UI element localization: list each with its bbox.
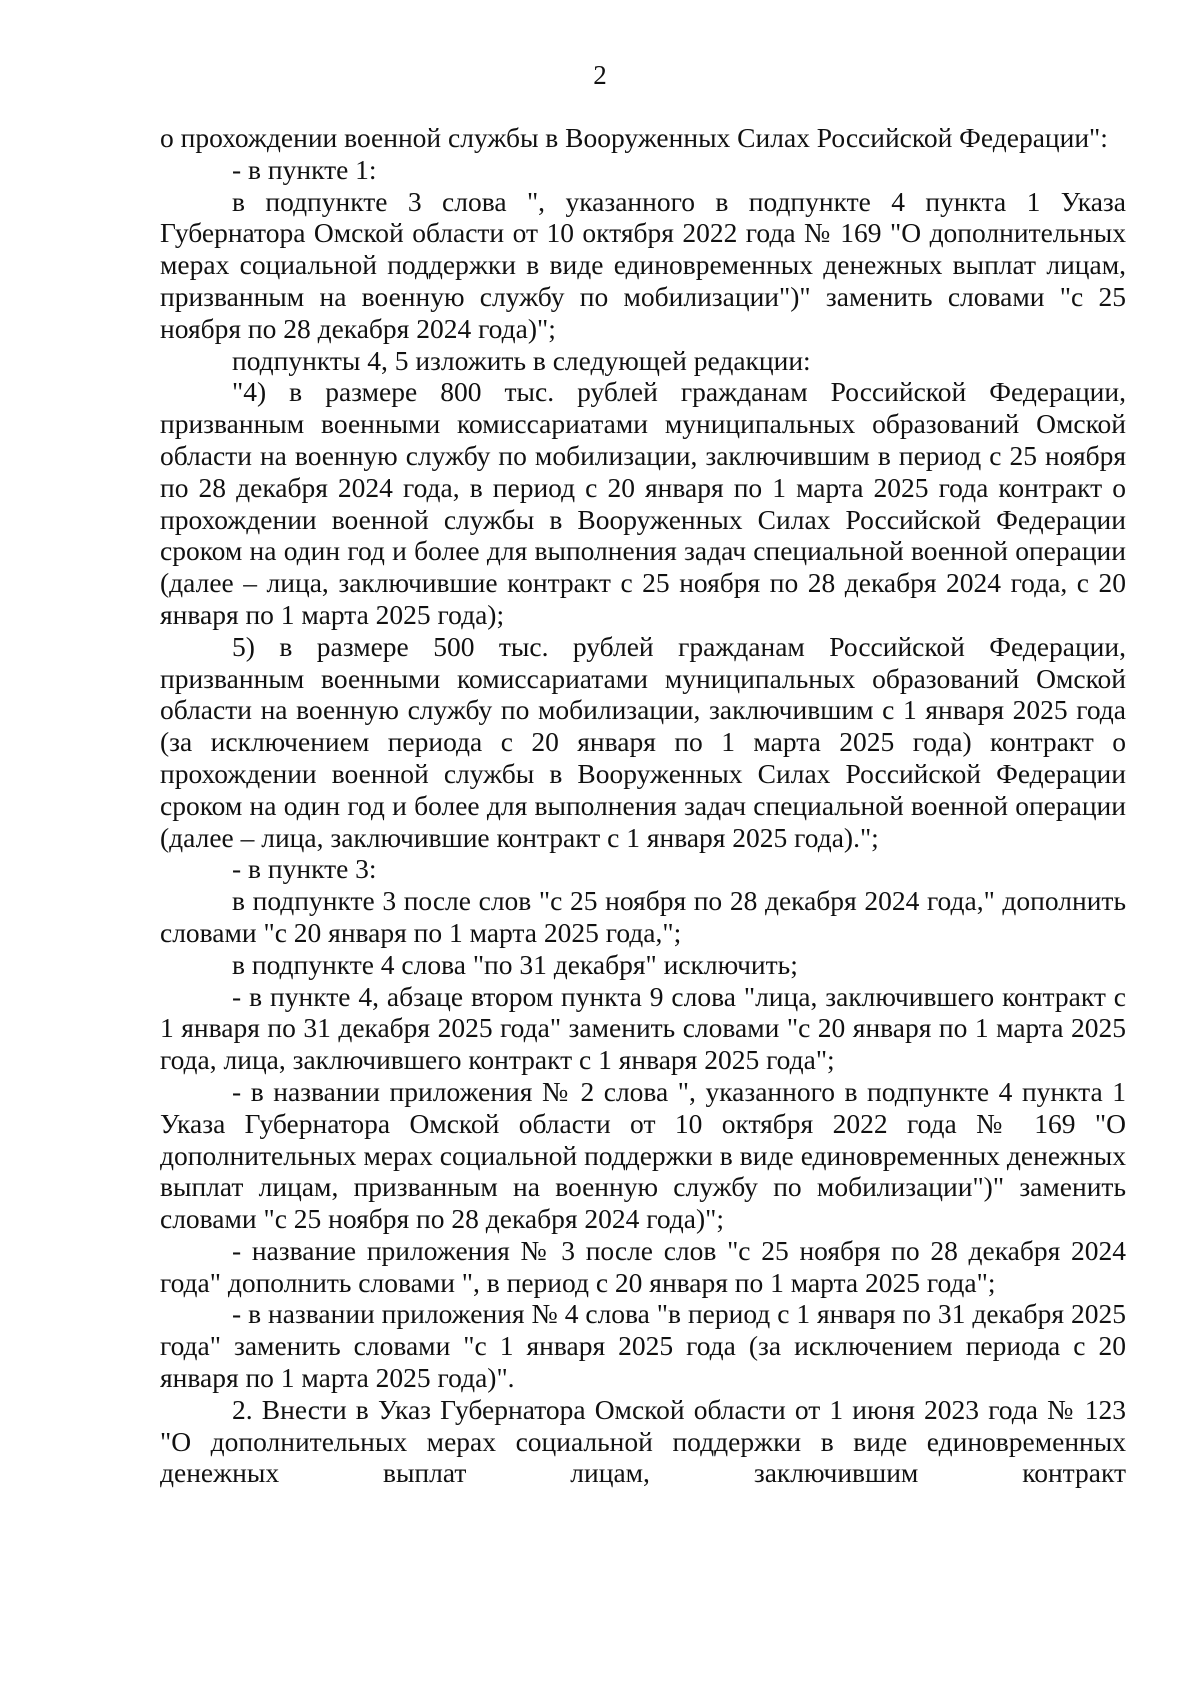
paragraph: - в пункте 4, абзаце втором пункта 9 слова "лица, заключившего контракт с 1 января по 31 декабря 2025 года" заменить словами "с 20 января по 1 марта 2025 года, лица, заключившего контракт с 1 января 2025 года"; <box>160 980 1126 1076</box>
paragraph: подпункты 4, 5 изложить в следующей редакции: <box>232 344 811 376</box>
paragraph: в подпункте 4 слова "по 31 декабря" исключить; <box>232 948 798 980</box>
paragraph: о прохождении военной службы в Вооруженных Силах Российской Федерации": <box>160 122 1108 153</box>
paragraph: в подпункте 3 после слов "с 25 ноября по 28 декабря 2024 года," дополнить словами "с 20 января по 1 марта 2025 года,"; <box>160 885 1126 948</box>
paragraph: - в названии приложения № 2 слова ", указанного в подпункте 4 пункта 1 Указа Губернатора Омской области от 10 октября 2022 года № 169 "О дополнительных мерах социальной поддержки в виде единовременных денежных выплат лицам, призванным на военную службу по мобилизации")" заменить словами "с 25 ноября по 28 декабря 2024 года)"; <box>160 1075 1126 1235</box>
paragraph: 2. Внести в Указ Губернатора Омской области от 1 июня 2023 года № 123 "О дополнительных мерах социальной поддержки в виде единовременных денежных выплат лицам, заключившим контракт <box>160 1393 1126 1489</box>
document-body <box>160 122 1126 1489</box>
paragraph: - в пункте 3: <box>232 853 377 885</box>
paragraph: - название приложения № 3 после слов "с 25 ноября по 28 декабря 2024 года" дополнить словами ", в период с 20 января по 1 марта 2025 года"; <box>160 1234 1126 1298</box>
page-number: 2 <box>593 60 607 90</box>
paragraph: - в названии приложения № 4 слова "в период с 1 января по 31 декабря 2025 года" заменить словами "с 1 января 2025 года (за исключением периода с 20 января по 1 марта 2025 года)". <box>160 1298 1126 1394</box>
paragraph: - в пункте 1: <box>232 153 377 185</box>
paragraph: "4) в размере 800 тыс. рублей гражданам Российской Федерации, призванным военными комиссариатами муниципальных образований Омской области на военную службу по мобилизации, заключившим в период с 25 ноября по 28 декабря 2024 года, в период с 20 января по 1 марта 2025 года контракт о прохождении военной службы в Вооруженных Силах Российской Федерации сроком на один год и более для выполнения задач специальной военной операции (далее – лица, заключившие контракт с 25 ноября по 28 декабря 2024 года, с 20 января по 1 марта 2025 года); <box>160 376 1126 630</box>
paragraph: 5) в размере 500 тыс. рублей гражданам Российской Федерации, призванным военными комиссариатами муниципальных образований Омской области на военную службу по мобилизации, заключившим с 1 января 2025 года (за исключением периода с 20 января по 1 марта 2025 года) контракт о прохождении военной службы в Вооруженных Силах Российской Федерации сроком на один год и более для выполнения задач специальной военной операции (далее – лица, заключившие контракт с 1 января 2025 года)."; <box>160 630 1126 853</box>
paragraph: в подпункте 3 слова ", указанного в подпункте 4 пункта 1 Указа Губернатора Омской области от 10 октября 2022 года № 169 "О дополнительных мерах социальной поддержки в виде единовременных денежных выплат лицам, призванным на военную службу по мобилизации")" заменить словами "с 25 ноября по 28 декабря 2024 года)"; <box>160 185 1126 344</box>
